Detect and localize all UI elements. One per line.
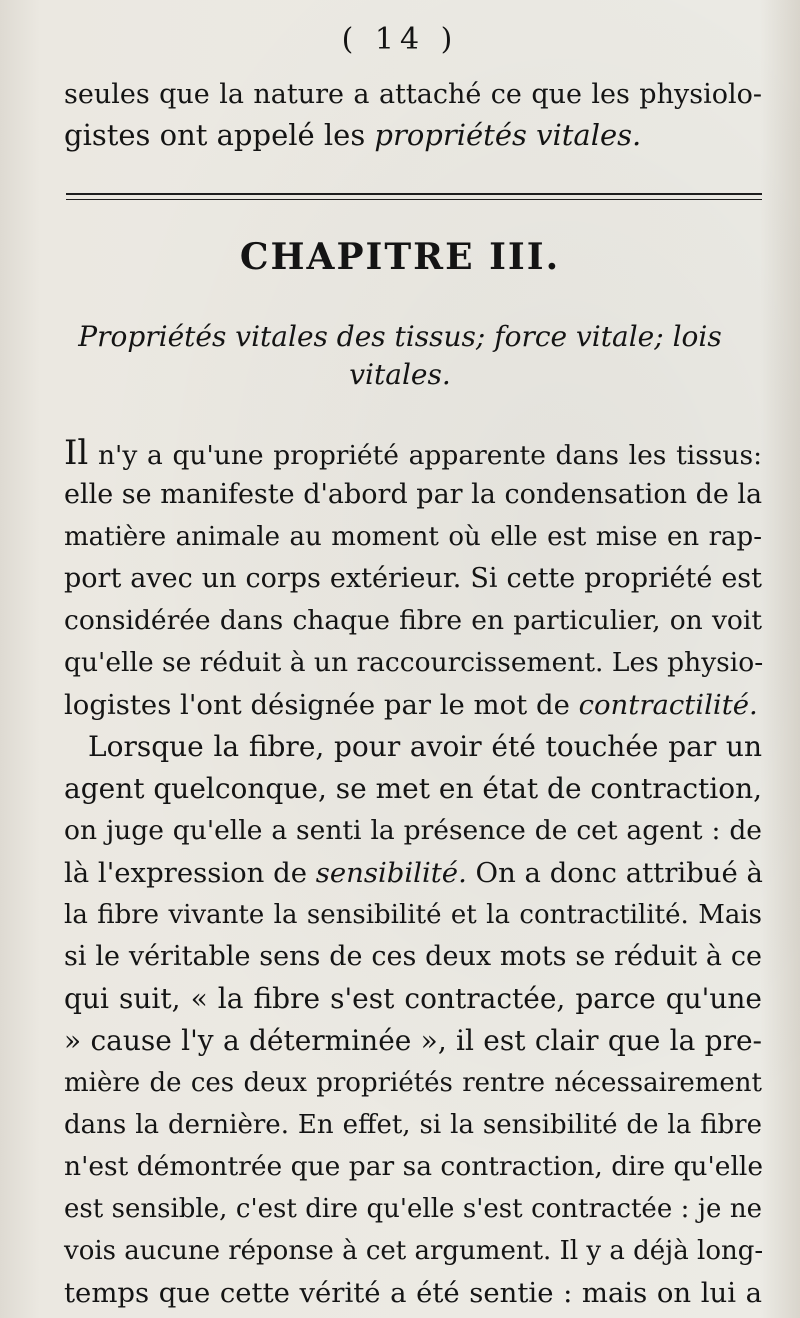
page-number: ( 14 )	[341, 22, 459, 57]
chapter-subtitle-line2: vitales.	[349, 358, 451, 391]
text-span: n'y a qu'une propriété apparente dans les tissus:	[88, 440, 762, 471]
text-line: est sensible, c'est dire qu'elle s'est contractée : je ne	[64, 1194, 762, 1224]
text-span: là l'expression de	[64, 857, 316, 889]
rule-bottom	[66, 199, 762, 200]
italic-term: contractilité.	[578, 689, 758, 721]
text-line: seules que la nature a attaché ce que les physiolo-	[64, 79, 762, 110]
text-line: qui suit, « la fibre s'est contractée, parce qu'une	[64, 982, 762, 1015]
text-line: agent quelconque, se met en état de contraction,	[64, 772, 763, 805]
chapter-subtitle-line1: Propriétés vitales des tissus; force vitale; lois	[78, 320, 722, 353]
text-line: vois aucune réponse à cet argument. Il y a déjà long-	[64, 1236, 764, 1266]
text-line: si le véritable sens de ces deux mots se réduit à ce	[64, 941, 762, 972]
text-line: qu'elle se réduit à un raccourcissement. Les physio-	[64, 647, 764, 678]
italic-term: propriétés vitales.	[374, 118, 642, 152]
text-line: Lorsque la fibre, pour avoir été touchée par un	[88, 730, 762, 763]
text-line: mière de ces deux propriétés rentre nécessairement	[64, 1068, 762, 1098]
text-line: elle se manifeste d'abord par la condensation de la	[64, 479, 763, 510]
text-line: n'est démontrée que par sa contraction, dire qu'elle	[64, 1151, 764, 1182]
text-span: logistes l'ont désignée par le mot de	[64, 689, 579, 721]
text-line: considérée dans chaque fibre en particulier, on voit	[64, 605, 762, 636]
text-span: On a donc attribué à	[466, 857, 763, 889]
text-line	[64, 852, 762, 894]
rule-top	[66, 193, 762, 195]
text-line	[64, 684, 762, 726]
text-line: matière animale au moment où elle est mise en rap-	[64, 522, 762, 552]
chapter-title: CHAPITRE III.	[239, 236, 561, 278]
text-line: on juge qu'elle a senti la présence de cet agent : de	[64, 815, 762, 846]
text-line: la fibre vivante la sensibilité et la contractilité. Mais	[64, 900, 762, 930]
italic-term: sensibilité.	[315, 857, 467, 889]
text-line	[64, 114, 762, 156]
text-line: » cause l'y a déterminée », il est clair que la pre-	[64, 1024, 762, 1057]
text-line: dans la dernière. En effet, si la sensibilité de la fibre	[64, 1110, 762, 1140]
drop-cap: Il	[64, 433, 89, 473]
text-line: temps que cette vérité a été sentie : mais on lui a	[64, 1277, 762, 1309]
text-span: gistes ont appelé les	[64, 118, 375, 152]
text-line: port avec un corps extérieur. Si cette propriété est	[64, 563, 762, 594]
text-line	[64, 432, 762, 477]
